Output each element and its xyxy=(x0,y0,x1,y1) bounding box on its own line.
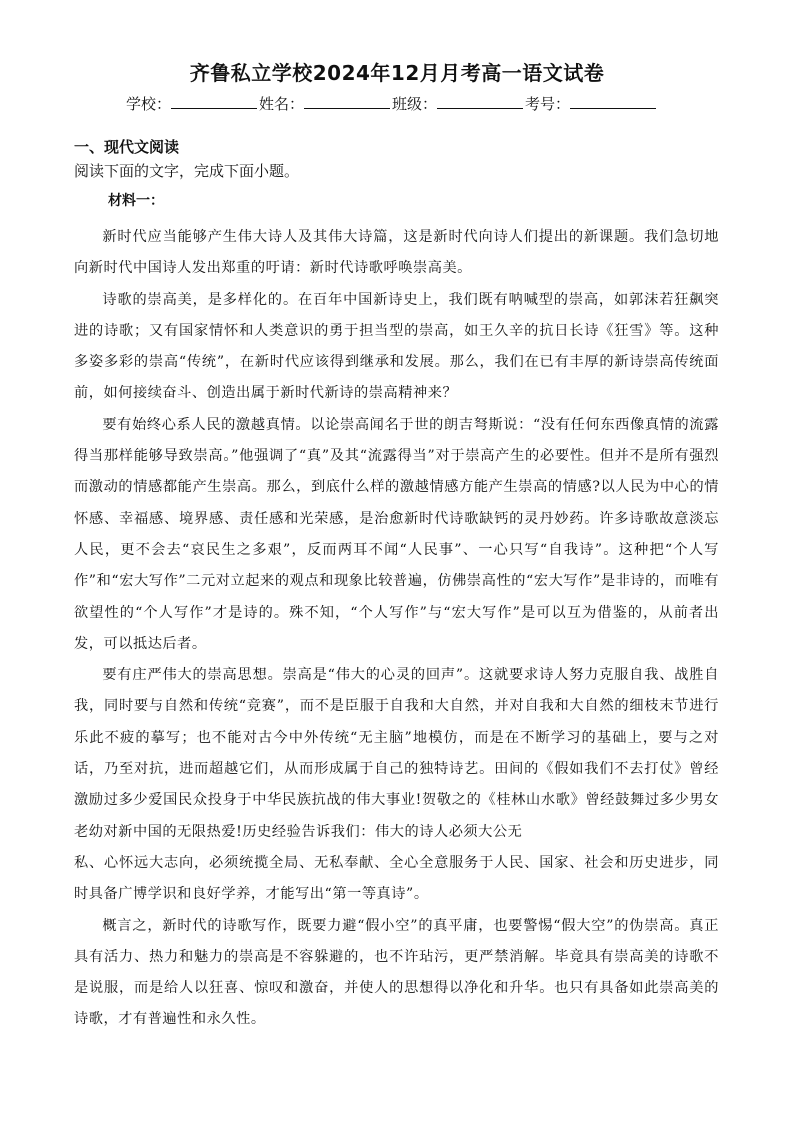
class-field xyxy=(392,92,525,115)
exam-number-label: 考号： xyxy=(525,95,571,113)
material-label: 材料一： xyxy=(108,193,164,209)
reading-passage xyxy=(74,222,719,1036)
school-label: 学校： xyxy=(126,95,172,113)
name-blank xyxy=(304,92,390,109)
name-field xyxy=(259,92,392,115)
section-instruction: 阅读下面的文字，完成下面小题。 xyxy=(74,162,300,180)
student-info-line xyxy=(126,92,658,115)
passage-paragraph: 新时代应当能够产生伟大诗人及其伟大诗篇，这是新时代向诗人们提出的新课题。我们急切地向新时代中国诗人发出郑重的吁请：新时代诗歌呼唤崇高美。 xyxy=(74,229,719,277)
name-label: 姓名： xyxy=(259,95,305,113)
passage-paragraph: 要有庄严伟大的崇高思想。崇高是“伟大的心灵的回声”。这就要求诗人努力克服自我、战胜自我，同时要与自然和传统“竞赛”，而不是臣服于自我和大自然，并对自我和大自然的细枝末节进行乐此不疲的摹写；也不能对古今中外传统“无主脑”地模仿，而是在不断学习的基础上，要与之对话，乃至对抗，进而超越它们，从而形成属于自己的独特诗艺。田间的《假如我们不去打仗》曾经激励过多少爱国民众投身于中华民族抗战的伟大事业!贺敬之的《桂林山水歌》曾经鼓舞过多少男女老幼对新中国的无限热爱!历史经验告诉我们：伟大的诗人必须大公无 xyxy=(74,667,719,840)
section-title: 一、现代文阅读 xyxy=(74,138,180,156)
exam-title: 齐鲁私立学校2024年12月月考高一语文试卷 xyxy=(189,61,605,85)
school-field xyxy=(126,92,259,115)
school-blank xyxy=(171,92,257,109)
passage-paragraph: 要有始终心系人民的激越真情。以论崇高闻名于世的朗吉弩斯说：“没有任何东西像真情的流露得当那样能够导致崇高。”他强调了“真”及其“流露得当”对于崇高产生的必要性。但并不是所有强烈而激动的情感都能产生崇高。那么，到底什么样的激越情感方能产生崇高的情感?以人民为中心的情怀感、幸福感、境界感、责任感和光荣感，是治愈新时代诗歌缺钙的灵丹妙药。许多诗歌故意淡忘人民，更不会去“哀民生之多艰”，反而两耳不闻“人民事”、一心只写“自我诗”。这种把“个人写作”和“宏大写作”二元对立起来的观点和现象比较普遍，仿佛崇高性的“宏大写作”是非诗的，而唯有欲望性的“个人写作”才是诗的。殊不知，“个人写作”与“宏大写作”是可以互为借鉴的，从前者出发，可以抵达后者。 xyxy=(74,416,719,652)
passage-paragraph: 诗歌的崇高美，是多样化的。在百年中国新诗史上，我们既有呐喊型的崇高，如郭沫若狂飙突进的诗歌；又有国家情怀和人类意识的勇于担当型的崇高，如王久辛的抗日长诗《狂雪》等。这种多姿多彩的崇高“传统”，在新时代应该得到继承和发展。那么，我们在已有丰厚的新诗崇高传统面前，如何接续奋斗、创造出属于新时代新诗的崇高精神来？ xyxy=(74,291,719,402)
class-label: 班级： xyxy=(392,95,438,113)
passage-paragraph: 概言之，新时代的诗歌写作，既要力避“假小空”的真平庸，也要警惕“假大空”的伪崇高。真正具有活力、热力和魅力的崇高是不容躲避的，也不许玷污，更严禁消解。毕竟具有崇高美的诗歌不是说服，而是给人以狂喜、惊叹和激奋，并使人的思想得以净化和升华。也只有具备如此崇高美的诗歌，才有普遍性和永久性。 xyxy=(74,917,719,1028)
exam-number-blank xyxy=(570,92,656,109)
passage-paragraph: 私、心怀远大志向，必须统揽全局、无私奉献、全心全意服务于人民、国家、社会和历史进步，同时具备广博学识和良好学养，才能写出“第一等真诗”。 xyxy=(74,854,719,903)
class-blank xyxy=(437,92,523,109)
exam-number-field xyxy=(525,92,658,115)
